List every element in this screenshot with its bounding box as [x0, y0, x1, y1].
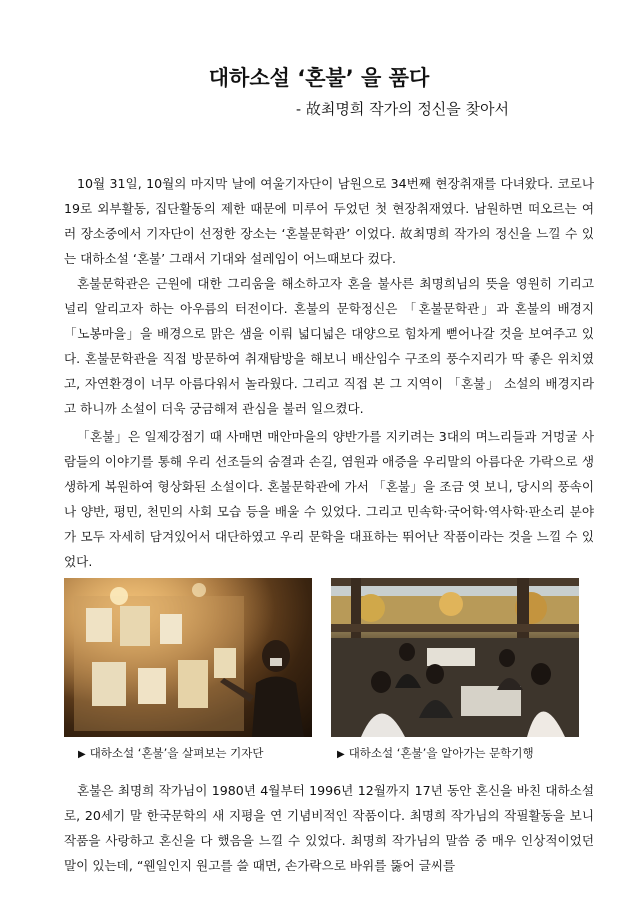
- paragraph-museum: 혼불문학관은 근원에 대한 그리움을 해소하고자 혼을 불사른 최명희님의 뜻을 영원히 기리고 널리 알리고자 하는 아우름의 터전이다. 혼불의 문학정신은 「혼불문학관」과 혼불의 배경지 「노봉마을」을 배경으로 맑은 샘을 이뤄 넓디넓은 대양으로 힘차게 뻗어나갈 것을 보여주고 있다. 혼불문학관을 직접 방문하여 취재탐방을 해보니 배산임수 구조의 풍수지리가 딱 좋은 위치였고, 자연환경이 너무 아름다워서 놀라웠다. 그리고 직접 본 그 지역이 「혼불」 소설의 배경지라고 하니까 소설이 더욱 궁금해져 관심을 불러 일으켰다.: [64, 276, 594, 416]
- article-body-bottom: [64, 778, 594, 878]
- paragraph-novel: 「혼불」은 일제강점기 때 사매면 매안마을의 양반가를 지키려는 3대의 며느리들과 거멍굴 사람들의 이야기를 통해 우리 선조들의 숨결과 손길, 염원과 애증을 우리말의 아름다운 가락으로 생생하게 복원하여 형상화된 소설이다. 혼불문학관에 가서 「혼불」을 조금 엿 보니, 당시의 풍속이나 양반, 평민, 천민의 사회 모습 등을 배울 수 있었다. 그리고 민속학·국어학·역사학·판소리 분야가 모두 자세히 담겨있어서 대단하였고 우리 문학을 대표하는 뛰어난 작품이라는 것을 느낄 수 있었다.: [64, 429, 594, 569]
- paragraph-intro: 10월 31일, 10월의 마지막 날에 여울기자단이 남원으로 34번째 현장취재를 다녀왔다. 코로나19로 외부활동, 집단활동의 제한 때문에 미루어 두었던 첫 현장취재였다. 남원하면 떠오르는 여러 장소중에서 기자단이 선정한 장소는 ‘혼불문학관’ 이었다. 故최명희 작가의 정신을 느낄 수 있는 대하소설 ‘혼불’ 그래서 기대와 설레임이 어느때보다 컸다.: [64, 176, 594, 266]
- page-title: 대하소설 ‘혼불’ 을 품다: [208, 66, 430, 90]
- triangle-right-icon: ▶: [78, 749, 86, 760]
- photo-literary-trip: [331, 578, 579, 737]
- caption-right-text: 대하소설 ‘혼불’을 알아가는 문학기행: [348, 746, 534, 760]
- photo-caption-left: [78, 745, 264, 761]
- article-body-middle: [64, 424, 594, 574]
- photo-caption-right: [337, 745, 534, 761]
- triangle-right-icon: ▶: [337, 749, 345, 760]
- article-body-top: [64, 171, 594, 421]
- page-subtitle: - 故최명희 작가의 정신을 찾아서: [296, 100, 510, 118]
- photo-exhibit-viewing: [64, 578, 312, 737]
- paragraph-author: 혼불은 최명희 작가님이 1980년 4월부터 1996년 12월까지 17년 동안 혼신을 바친 대하소설로, 20세기 말 한국문학의 새 지평을 연 기념비적인 작품이다. 최명희 작가님의 작필활동을 보니 작품을 사랑하고 혼신을 다 했음을 느낄 수 있었다. 최명희 작가님의 말씀 중 매우 인상적이었던 말이 있는데, “웬일인지 원고를 쓸 때면, 손가락으로 바위를 뚫어 글씨를: [64, 783, 594, 873]
- caption-left-text: 대하소설 ‘혼불’을 살펴보는 기자단: [89, 746, 264, 760]
